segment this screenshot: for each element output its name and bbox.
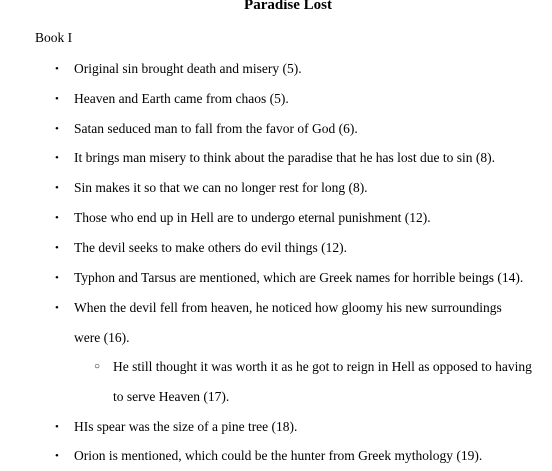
list-item-text: It brings man misery to think about the paradise that he has lost due to sin (8).: [74, 150, 496, 165]
list-item-text: Satan seduced man to fall from the favor of God (6).: [74, 121, 358, 136]
bullet-icon: •: [55, 421, 59, 433]
bullet-icon: •: [55, 123, 59, 135]
list-item-text: Heaven and Earth came from chaos (5).: [74, 91, 289, 106]
list-item-text: The devil seeks to make others do evil things (12).: [74, 240, 347, 255]
list-item-text: When the devil fell from heaven, he noticed how gloomy his new surroundings were (16).: [74, 300, 502, 345]
list-item-text: Original sin brought death and misery (5).: [74, 61, 302, 76]
bullet-icon: •: [55, 63, 59, 75]
bullet-icon: •: [55, 272, 59, 284]
list-item: [55, 412, 544, 442]
document-title: Paradise Lost: [244, 0, 332, 13]
list-item: [55, 233, 544, 263]
list-item: [55, 203, 544, 233]
bullet-icon: •: [55, 182, 59, 194]
list-item-text: Orion is mentioned, which could be the hunter from Greek mythology (19).: [74, 448, 483, 463]
hollow-bullet-icon: ○: [94, 361, 101, 372]
list-item-text: Those who end up in Hell are to undergo eternal punishment (12).: [74, 210, 431, 225]
section-heading: Book I: [35, 30, 73, 45]
bullet-icon: •: [55, 242, 59, 254]
bullet-icon: •: [55, 450, 59, 462]
list-item: [55, 263, 544, 293]
bullet-icon: •: [55, 93, 59, 105]
bullet-icon: •: [55, 152, 59, 164]
bullet-icon: •: [55, 302, 59, 314]
list-item: [55, 441, 544, 471]
list-item: [55, 54, 544, 84]
list-item-text: HIs spear was the size of a pine tree (18).: [74, 419, 298, 434]
list-item: [55, 293, 529, 353]
sub-list-item: [94, 352, 538, 412]
bullet-icon: •: [55, 212, 59, 224]
sub-list-item-text: He still thought it was worth it as he got to reign in Hell as opposed to having to serve Heaven (17).: [113, 359, 532, 404]
list-item-text: Sin makes it so that we can no longer rest for long (8).: [74, 180, 368, 195]
list-item: [55, 84, 544, 114]
list-item: [55, 114, 544, 144]
list-item: [55, 173, 544, 203]
list-item: [55, 143, 544, 173]
list-item-text: Typhon and Tarsus are mentioned, which are Greek names for horrible beings (14).: [74, 270, 524, 285]
